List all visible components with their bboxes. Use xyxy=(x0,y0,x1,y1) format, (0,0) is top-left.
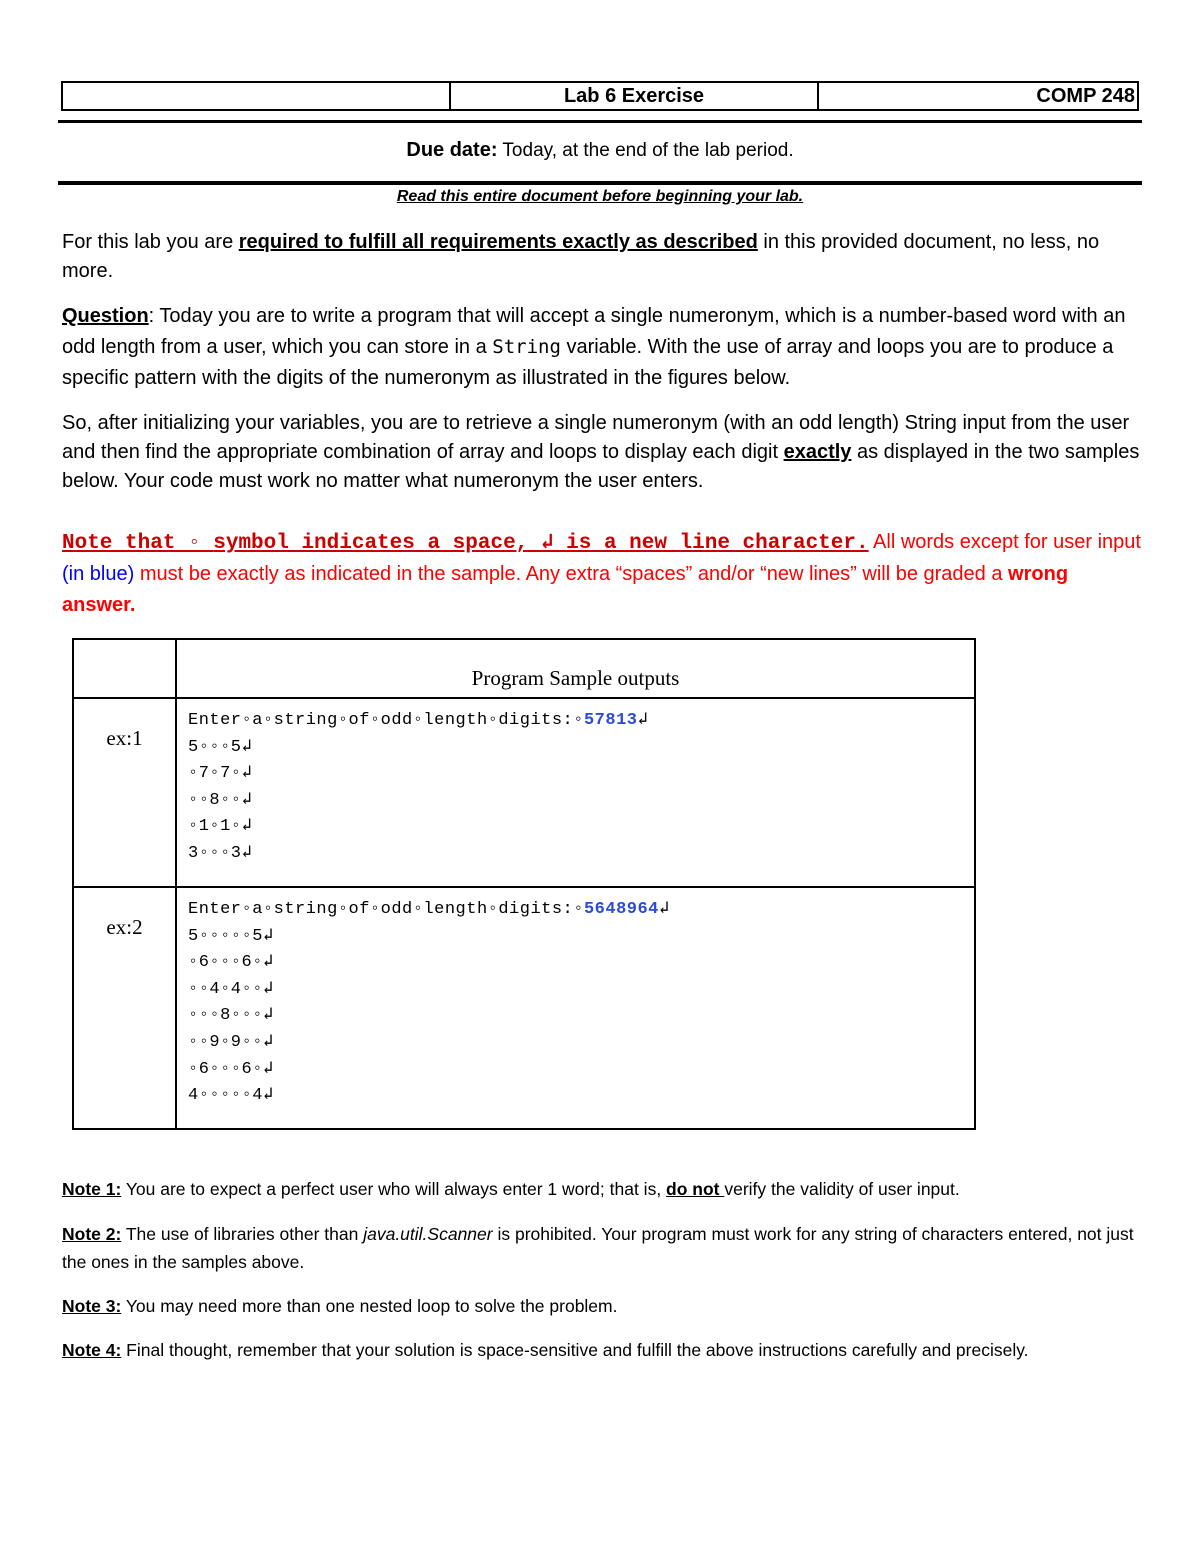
header-empty-cell xyxy=(63,83,451,109)
output-line: ◦6◦◦◦6◦↲ xyxy=(188,953,274,973)
output-line: 5◦◦◦5↲ xyxy=(188,737,253,757)
read-notice: Read this entire document before beginning your lab. xyxy=(396,188,804,205)
note-1 xyxy=(62,1175,1142,1203)
note-2 xyxy=(62,1220,1142,1276)
example-label: ex:2 xyxy=(106,915,143,939)
symbol-note-lead: Note that ◦ xyxy=(62,532,214,555)
question-paragraph xyxy=(62,301,1142,394)
example-label: ex:1 xyxy=(106,726,143,750)
intro-emphasis: required to fulfill all requirements exactly as described xyxy=(238,231,758,253)
prompt-line xyxy=(188,708,648,735)
output-line: ◦◦9◦9◦◦↲ xyxy=(188,1032,274,1052)
symbol-note xyxy=(62,527,1142,621)
note-text-end: verify the validity of user input. xyxy=(724,1179,960,1199)
note-label: Note 4: xyxy=(62,1340,122,1360)
lab-title: Lab 6 Exercise xyxy=(451,83,819,109)
course-code: COMP 248 xyxy=(1036,85,1135,107)
note-label: Note 3: xyxy=(62,1296,122,1316)
note-emphasis: java.util.Scanner xyxy=(363,1224,493,1244)
question-label: Question xyxy=(62,305,149,327)
instructions-emphasis: exactly xyxy=(783,441,852,463)
instructions-text: So, after initializing your variables, you are to retrieve a single numeronym (with an odd length) String input from the user and then find the appropriate combination of array and loops to display each digit xyxy=(62,412,1130,463)
instructions-paragraph xyxy=(62,409,1142,496)
divider-top xyxy=(58,120,1142,123)
note-text: The use of libraries other than xyxy=(121,1224,364,1244)
symbol-note-text-2: must be exactly as indicated in the sample. Any extra “spaces” and/or “new lines” will be graded a xyxy=(134,563,1009,585)
intro-paragraph xyxy=(62,228,1142,286)
note-emphasis: do not xyxy=(666,1179,725,1199)
due-date xyxy=(58,139,1142,162)
output-line: 5◦◦◦◦◦5↲ xyxy=(188,926,274,946)
question-code: String xyxy=(492,336,561,358)
symbol-note-symbols: symbol indicates a space, ↲ is a new line character. xyxy=(213,532,869,555)
question-text: : Today you are to write a program that will accept a single numeronym, which is a number-based word with an odd length from a user, which you can store in a xyxy=(62,305,1126,358)
divider-bottom xyxy=(58,181,1142,185)
table-row-divider xyxy=(74,886,974,888)
note-label: Note 2: xyxy=(62,1224,122,1244)
note-3 xyxy=(62,1292,1142,1320)
intro-text-end: in this provided document, no less, no more. xyxy=(62,231,1100,282)
note-label: Note 1: xyxy=(62,1179,122,1199)
output-line: 4◦◦◦◦◦4↲ xyxy=(188,1086,274,1106)
output-line: ◦6◦◦◦6◦↲ xyxy=(188,1059,274,1079)
note-text: Final thought, remember that your solution is space-sensitive and fulfill the above instructions carefully and precisely. xyxy=(121,1340,1029,1360)
symbol-note-text: All words except for user input xyxy=(868,531,1141,553)
output-line: ◦◦◦8◦◦◦↲ xyxy=(188,1006,274,1026)
due-date-label: Due date: xyxy=(406,139,498,161)
user-input: 5648964 xyxy=(583,900,659,919)
intro-text: For this lab you are xyxy=(62,231,239,253)
sample-output-table xyxy=(72,638,976,1130)
prompt-text: Enter◦a◦string◦of◦odd◦length◦digits:◦ xyxy=(188,900,584,919)
note-text: You are to expect a perfect user who will always enter 1 word; that is, xyxy=(121,1179,667,1199)
prompt-line xyxy=(188,897,670,924)
output-line: 3◦◦◦3↲ xyxy=(188,843,253,863)
table-column-divider xyxy=(175,640,177,1128)
example-output xyxy=(188,897,670,1110)
table-header: Program Sample outputs xyxy=(471,666,680,690)
output-line: ◦◦8◦◦↲ xyxy=(188,790,253,810)
output-line: ◦1◦1◦↲ xyxy=(188,817,253,837)
example-output xyxy=(188,708,648,868)
prompt-text: Enter◦a◦string◦of◦odd◦length◦digits:◦ xyxy=(188,711,584,730)
note-text-end: is prohibited. Your program must work for any string of characters entered, not just the ones in the samples above. xyxy=(62,1224,1134,1272)
output-line: ◦◦4◦4◦◦↲ xyxy=(188,979,274,999)
due-date-text: Today, at the end of the lab period. xyxy=(497,140,794,161)
newline-symbol: ↲ xyxy=(658,900,670,919)
instructions-text-end: as displayed in the two samples below. Your code must work no matter what numeronym the user enters. xyxy=(62,441,1140,492)
user-input: 57813 xyxy=(583,711,638,730)
question-text-end: variable. With the use of array and loops you are to produce a specific pattern with the digits of the numeronym as illustrated in the figures below. xyxy=(62,336,1114,389)
header-table xyxy=(61,81,1139,111)
symbol-note-wrong: wrong answer. xyxy=(62,563,1069,616)
output-line: ◦7◦7◦↲ xyxy=(188,764,253,784)
newline-symbol: ↲ xyxy=(637,711,649,730)
table-row-divider xyxy=(74,697,974,699)
note-4 xyxy=(62,1336,1142,1364)
note-text: You may need more than one nested loop to solve the problem. xyxy=(121,1296,618,1316)
symbol-note-blue: (in blue) xyxy=(62,563,135,585)
